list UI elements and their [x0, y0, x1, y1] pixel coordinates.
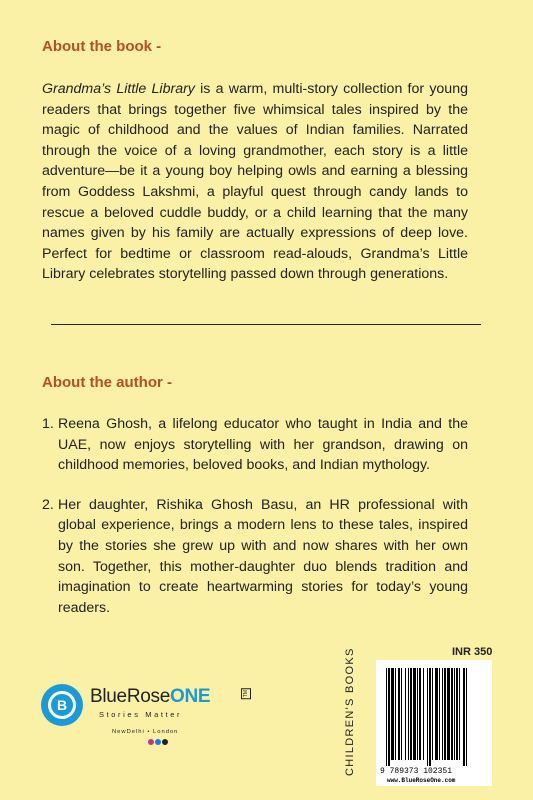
price-label: INR 350	[452, 646, 493, 658]
barcode-bar	[410, 668, 412, 760]
barcode-bar	[429, 668, 431, 766]
x-icon	[162, 739, 168, 745]
category-label	[344, 637, 368, 787]
instagram-icon	[148, 739, 154, 745]
barcode-bar	[463, 668, 465, 766]
list-number: 1.	[42, 416, 54, 432]
barcode-bar	[442, 668, 443, 760]
brand-main: BlueRose	[90, 686, 170, 707]
barcode-bar	[444, 668, 446, 760]
list-item	[42, 495, 468, 619]
logo-circle-icon	[41, 684, 83, 726]
list-number: 2.	[42, 496, 54, 513]
barcode-bar	[386, 668, 387, 766]
barcode-bar	[398, 668, 400, 760]
list-item	[42, 414, 468, 476]
barcode-bar	[439, 668, 440, 760]
brand-accent: ONE	[169, 686, 211, 707]
barcode-bar	[413, 668, 416, 760]
about-book-heading: About the book -	[42, 38, 162, 55]
author-bio-text: Reena Ghosh, a lifelong educator who taught in India and the UAE, now enjoys storytelling with her grandson, drawing on childhood memories, beloved books, and Indian mythology.	[58, 416, 468, 474]
barcode-bar	[459, 668, 460, 760]
barcode-bar	[408, 668, 409, 760]
barcode-bar	[401, 668, 402, 760]
barcode-bar	[454, 668, 455, 760]
logo-letter: B	[48, 691, 76, 719]
barcode-bar	[456, 668, 458, 760]
barcode-bar	[466, 668, 467, 766]
facebook-icon	[155, 739, 161, 745]
barcode-bar	[388, 668, 390, 766]
section-divider	[51, 324, 481, 325]
barcode	[376, 660, 492, 786]
barcode-bar	[432, 668, 433, 760]
publisher-tagline: Stories Matter	[99, 710, 183, 719]
barcode-bar	[423, 668, 424, 760]
book-title: Grandma’s Little Library	[42, 81, 195, 97]
barcode-bar	[395, 668, 396, 760]
barcode-bars-icon	[376, 660, 492, 768]
book-description-text: is a warm, multi-story collection for young readers that brings together five whimsical tales inspired by the magic of childhood and the values of Indian families. Narrated through the voice of a loving grandmother, each story is a little adventure—be it a young boy helping owls and earning a blessing from Goddess Lakshmi, a playful quest through candy lands to rescue a beloved cuddle buddy, or a child learning that the many names given by his family are actually expressions of deep love. Perfect for bedtime or classroom read-alouds, Grandma’s Little Library celebrates storytelling passed down through generations.	[42, 81, 468, 283]
book-description	[42, 79, 468, 285]
barcode-bar	[419, 668, 421, 760]
author-list	[42, 414, 468, 637]
about-author-heading: About the author -	[42, 374, 172, 391]
barcode-bar	[427, 668, 428, 766]
category-text: CHILDREN'S BOOKS	[344, 647, 356, 777]
barcode-bar	[447, 668, 450, 760]
author-bio-text: Her daughter, Rishika Ghosh Basu, an HR professional with global experience, brings a modern lens to these tales, inspired by the stories she grew up with and now shares with her own son. Together, this mother-daughter duo blends tradition and imagination to create heartwarming stories for today’s young readers.	[58, 496, 468, 616]
publisher-website: www.BlueRoseOne.com	[387, 777, 456, 784]
barcode-bar	[451, 668, 453, 760]
barcode-bar	[435, 668, 438, 760]
barcode-bar	[391, 668, 394, 760]
isbn-number: 9 789373 102351	[380, 767, 453, 776]
publisher-logo	[41, 684, 271, 754]
barcode-bar	[417, 668, 418, 760]
social-icons	[148, 739, 168, 745]
barcode-bar	[405, 668, 406, 760]
publisher-name	[90, 686, 210, 708]
publisher-cities: NewDelhi • London	[112, 729, 179, 735]
trademark-mark: TM	[243, 690, 249, 698]
